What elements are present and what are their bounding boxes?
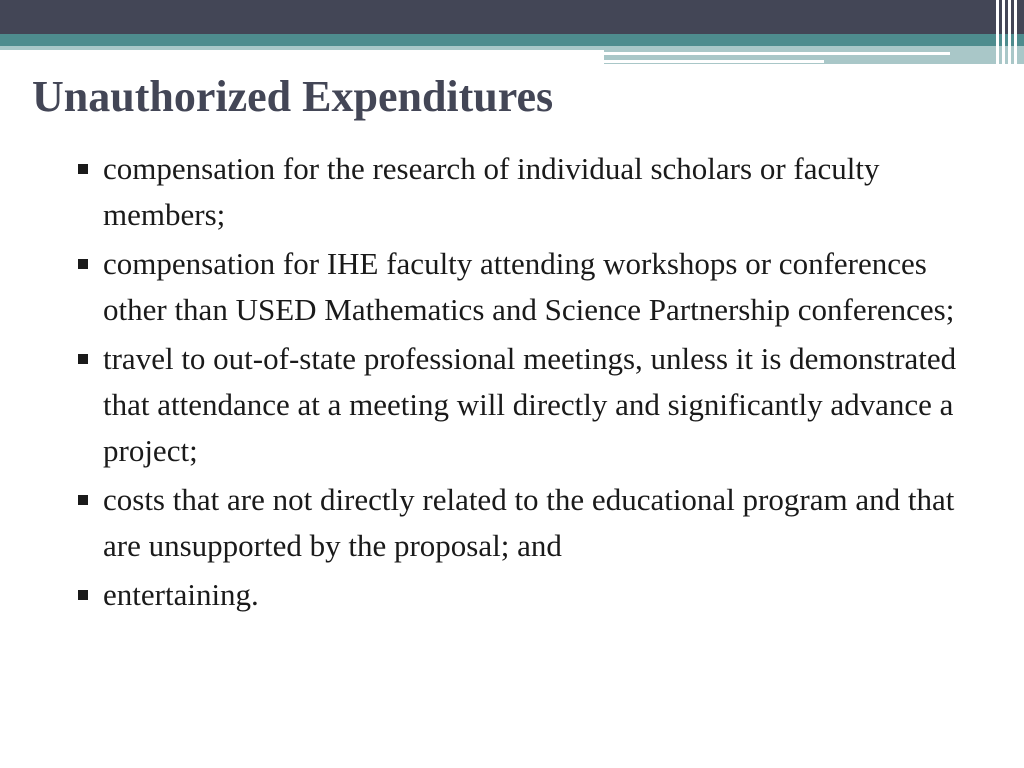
bullet-text: costs that are not directly related to the educational program and that are unsupported by the proposal; and bbox=[103, 482, 955, 563]
square-bullet-icon bbox=[78, 259, 88, 269]
header-stripe bbox=[1008, 0, 1011, 70]
bullet-text: entertaining. bbox=[103, 577, 259, 612]
bullet-item bbox=[76, 572, 976, 618]
header-accent-line bbox=[604, 60, 824, 63]
header-accent-line bbox=[604, 52, 950, 55]
slide-title: Unauthorized Expenditures bbox=[32, 72, 554, 121]
header-stripe bbox=[1014, 0, 1017, 70]
square-bullet-icon bbox=[78, 354, 88, 364]
header-stripes bbox=[992, 0, 1024, 70]
bullet-text: travel to out-of-state professional meetings, unless it is demonstrated that attendance at a meeting will directly and significantly advance a project; bbox=[103, 341, 957, 468]
header-band-dark bbox=[0, 0, 1024, 34]
bullet-text: compensation for the research of individual scholars or faculty members; bbox=[103, 151, 880, 232]
header-band-light bbox=[0, 46, 604, 50]
bullet-text: compensation for IHE faculty attending workshops or conferences other than USED Mathematics and Science Partnership conferences; bbox=[103, 246, 955, 327]
bullet-item bbox=[76, 146, 976, 238]
header-band-teal bbox=[0, 34, 1024, 46]
square-bullet-icon bbox=[78, 590, 88, 600]
square-bullet-icon bbox=[78, 495, 88, 505]
bullet-item bbox=[76, 477, 976, 569]
header-stripe bbox=[1002, 0, 1005, 70]
header-stripe bbox=[996, 0, 999, 70]
bullet-item bbox=[76, 241, 976, 333]
square-bullet-icon bbox=[78, 164, 88, 174]
bullet-list bbox=[76, 146, 976, 621]
bullet-item bbox=[76, 336, 976, 474]
